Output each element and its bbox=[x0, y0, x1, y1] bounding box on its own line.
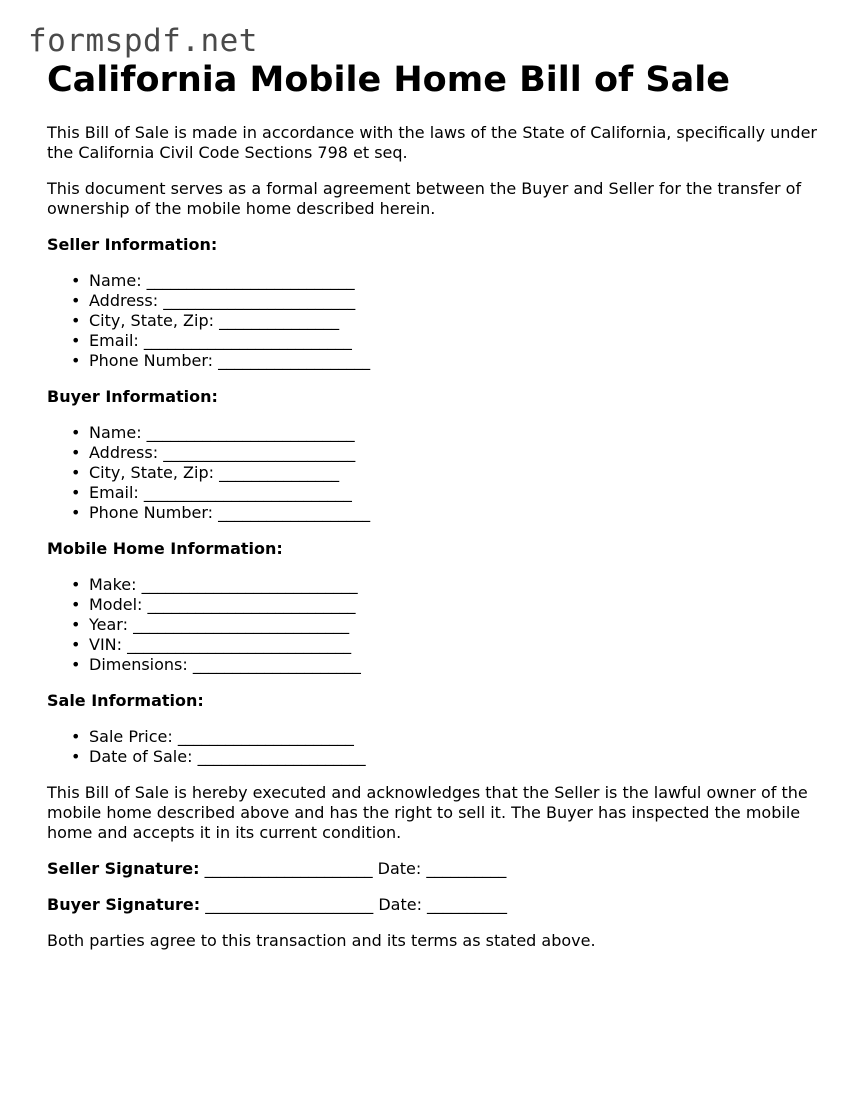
seller-address-field: • Address: ________________________ bbox=[89, 291, 822, 311]
make-field: • Make: ___________________________ bbox=[89, 575, 822, 595]
buyer-email-field: • Email: __________________________ bbox=[89, 483, 822, 503]
buyer-name-field: • Name: __________________________ bbox=[89, 423, 822, 443]
mobile-home-heading: Mobile Home Information: bbox=[47, 539, 283, 558]
seller-signature-line bbox=[47, 859, 822, 879]
year-field: • Year: ___________________________ bbox=[89, 615, 822, 635]
execution-paragraph: This Bill of Sale is hereby executed and acknowledges that the Seller is the lawful owner of the mobile home described above and has the right to sell it. The Buyer has inspected the mobile home and accepts it in its current condition. bbox=[47, 783, 808, 842]
seller-signature-label: Seller Signature: bbox=[47, 859, 200, 878]
date-of-sale-field: • Date of Sale: _____________________ bbox=[89, 747, 822, 767]
document-body bbox=[47, 123, 822, 967]
seller-email-field: • Email: __________________________ bbox=[89, 331, 822, 351]
sale-price-field: • Sale Price: ______________________ bbox=[89, 727, 822, 747]
watermark: formspdf.net bbox=[28, 23, 258, 59]
closing-paragraph: Both parties agree to this transaction and its terms as stated above. bbox=[47, 931, 596, 950]
vin-field: • VIN: ____________________________ bbox=[89, 635, 822, 655]
page-title: California Mobile Home Bill of Sale bbox=[47, 60, 730, 100]
seller-heading: Seller Information: bbox=[47, 235, 218, 254]
seller-signature-blank: _____________________ Date: __________ bbox=[199, 859, 507, 878]
buyer-signature-label: Buyer Signature: bbox=[47, 895, 201, 914]
buyer-heading: Buyer Information: bbox=[47, 387, 218, 406]
sale-heading: Sale Information: bbox=[47, 691, 204, 710]
intro-paragraph-2: This document serves as a formal agreement between the Buyer and Seller for the transfer of ownership of the mobile home described herein. bbox=[47, 179, 802, 218]
seller-name-field: • Name: __________________________ bbox=[89, 271, 822, 291]
intro-paragraph-1: This Bill of Sale is made in accordance with the laws of the State of California, specifically under the California Civil Code Sections 798 et seq. bbox=[47, 123, 817, 162]
buyer-signature-line bbox=[47, 895, 822, 915]
buyer-signature-blank: _____________________ Date: __________ bbox=[200, 895, 508, 914]
seller-phone-field: • Phone Number: ___________________ bbox=[89, 351, 822, 371]
dimensions-field: • Dimensions: _____________________ bbox=[89, 655, 822, 675]
buyer-phone-field: • Phone Number: ___________________ bbox=[89, 503, 822, 523]
buyer-list bbox=[47, 423, 822, 523]
sale-list bbox=[47, 727, 822, 767]
seller-city-field: • City, State, Zip: _______________ bbox=[89, 311, 822, 331]
mobile-home-list bbox=[47, 575, 822, 675]
buyer-address-field: • Address: ________________________ bbox=[89, 443, 822, 463]
seller-list bbox=[47, 271, 822, 371]
buyer-city-field: • City, State, Zip: _______________ bbox=[89, 463, 822, 483]
model-field: • Model: __________________________ bbox=[89, 595, 822, 615]
